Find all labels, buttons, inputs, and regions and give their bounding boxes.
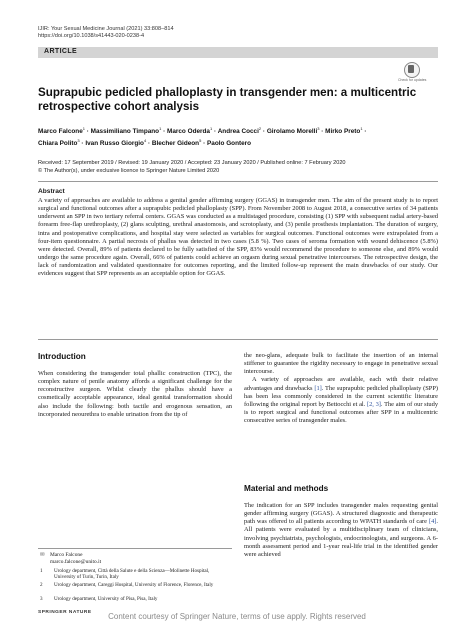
article-title: Suprapubic pedicled phalloplasty in transgender men: a multicentric retrospective cohort analysis (38, 86, 417, 113)
author-list: Marco Falcone$^1$ · Massimiliano Timpano$^1$ · Marco Oderda$^1$ · Andrea Cocci$^2$ · Girolamo Morelli$^3$ · Mirko Preto$^1$ · Chiara Polito$^3$ · Ivan Russo Giorgio$^4$ · Blecher Gideon$^5$ · Paolo Gontero (38, 126, 367, 148)
methods-text: The indication for an SPP includes transgender males requesting genital gender affirming surgery (GGAS). A structured diagnostic and therapeutic path was offered to all patients according to WPATH standards of care [4]. All patients were evaluated by a multidisciplinary team of clinicians, involving psychiatrists, psychologists, endocrinologists, and surgeons. A 6-month assessment period and 1-year real-life trial in the identified gender were achieved (244, 502, 438, 558)
copyright-line: © The Author(s), under exclusive licence to Springer Nature Limited 2020 (38, 167, 220, 174)
publication-dates (38, 160, 438, 175)
author[interactable]: Andrea Cocci$^2$ (217, 126, 262, 136)
reference-link[interactable]: [4] (428, 518, 437, 526)
affiliation: 2 Urology department, Careggi Hospital, University of Florence, Florence, Italy (40, 582, 214, 588)
correspondence-name: Marco Falcone (50, 552, 83, 558)
introduction-heading: Introduction (38, 352, 86, 361)
author[interactable]: Chiara Polito$^3$ (38, 138, 80, 148)
affiliation: 1 Urology department, Città della Salute e della Scienza—Molinette Hospital, University of Turin, Turin, Italy (40, 568, 210, 581)
check-for-updates-label: Check for updates (398, 78, 427, 82)
footnote-divider (38, 548, 232, 549)
methods-heading: Material and methods (244, 484, 329, 493)
divider (38, 181, 438, 182)
abstract-text: A variety of approaches are available to address a genital gender affirming surgery (GGAS) in transgender men. The aim of the present study is to report surgical and functional outcomes after a suprapubic pedicled phalloplasty (SPP). From November 2008 to August 2018, a consecutive series of 34 patients underwent an SPP in two tertiary referral centers. GGAS was conducted as a multistaged procedure, consisting (1) SPP with subsequent radial artery-based forearm free-flap urethroplasty, (2) glans sculpting, urethral anastomosis, and scrotoplasty, and (3) penile prosthesis implantation. The duration of surgery, intra and postoperative complications, and hospital stay were selected as variables for surgical outcomes. Functional outcomes were extrapolated from a four-item questionnaire. A partial necrosis of phallus was detected in two cases (5.8 %). Two cases of seroma formation with wound dehiscence (5.8%) were detected. Overall, 89% of patients declared to be fully satisfied of the SPP, 83% would recommend the procedure to someone else, and 89% would undergo the same procedure again. Overall, 66% of patients could achieve an orgasm during sexual penetrative intercourses. The retrospective design, the lack of randomization and validated questionnaire for outcomes reporting, and the limited follow-up represent the main drawbacks of our study. Our evidences suggest that SPP represents as an acceptable option for GGAS. (38, 197, 438, 278)
bookmark-icon (408, 65, 414, 73)
paragraph: the neo-glans, adequate bulk to facilitate the insertion of an internal stiffener to guarantee the rigidity necessary to engage in penetrative sexual intercourse. (244, 352, 438, 376)
publisher-logo: SPRINGER NATURE (38, 610, 92, 615)
history-dates: Received: 17 September 2019 / Revised: 19 January 2020 / Accepted: 23 January 2020 / Published online: 7 February 2020 (38, 160, 346, 166)
envelope-icon: ✉ (40, 552, 45, 558)
author[interactable]: Ivan Russo Giorgio$^4$ (85, 138, 147, 148)
article-type-label: ARTICLE (44, 48, 78, 55)
introduction-text: When considering the transgender total phallic construction (TPC), the complex nature of penile anatomy affords a significant challenge for the reconstructive surgeon. Whilst clearly the phallus should have a cosmetically acceptable appearance, ideal genital transformation should also include the following: both tactile and erogenous sensation, an incorporated neourethra to enable urination from the tip of (38, 370, 232, 418)
journal-citation: IJIR: Your Sexual Medicine Journal (2021) 33:808–814 (38, 26, 174, 32)
affiliation: 3 Urology department, University of Pisa, Pisa, Italy (40, 596, 158, 602)
reference-link[interactable]: [2, 3] (366, 400, 381, 408)
continued-text (244, 352, 438, 425)
author[interactable]: Mirko Preto$^1$ (325, 126, 363, 136)
correspondence-email[interactable]: marco.falcone@unito.it (50, 558, 102, 565)
courtesy-notice: Content courtesy of Springer Nature, terms of use apply. Rights reserved (108, 612, 366, 621)
paragraph: A variety of approaches are available, each with their relative advantages and drawbacks [1]. The suprapubic pedicled phalloplasty (SPP) has been less commonly considered in the current scientific literature following the original report by Bettocchi et al. [2, 3]. The aim of our study is to report surgical and functional outcomes after SPP in a multicentric consecutive series of transgender males. (244, 376, 439, 425)
author[interactable]: Massimiliano Timpano$^1$ (90, 126, 162, 136)
doi-link[interactable]: https://doi.org/10.1038/s41443-020-0238-4 (38, 33, 145, 39)
reference-link[interactable]: [1] (314, 384, 322, 392)
author[interactable]: Blecher Gideon$^5$ (151, 138, 202, 148)
author[interactable]: Marco Oderda$^1$ (167, 126, 213, 136)
abstract-heading: Abstract (38, 188, 65, 195)
author[interactable]: Paolo Gontero (207, 140, 252, 148)
correspondence (50, 552, 101, 565)
author[interactable]: Marco Falcone$^1$ (38, 126, 85, 136)
divider (38, 339, 438, 340)
author[interactable]: Girolamo Morelli$^3$ (266, 126, 320, 136)
article-type-bar (38, 47, 438, 58)
